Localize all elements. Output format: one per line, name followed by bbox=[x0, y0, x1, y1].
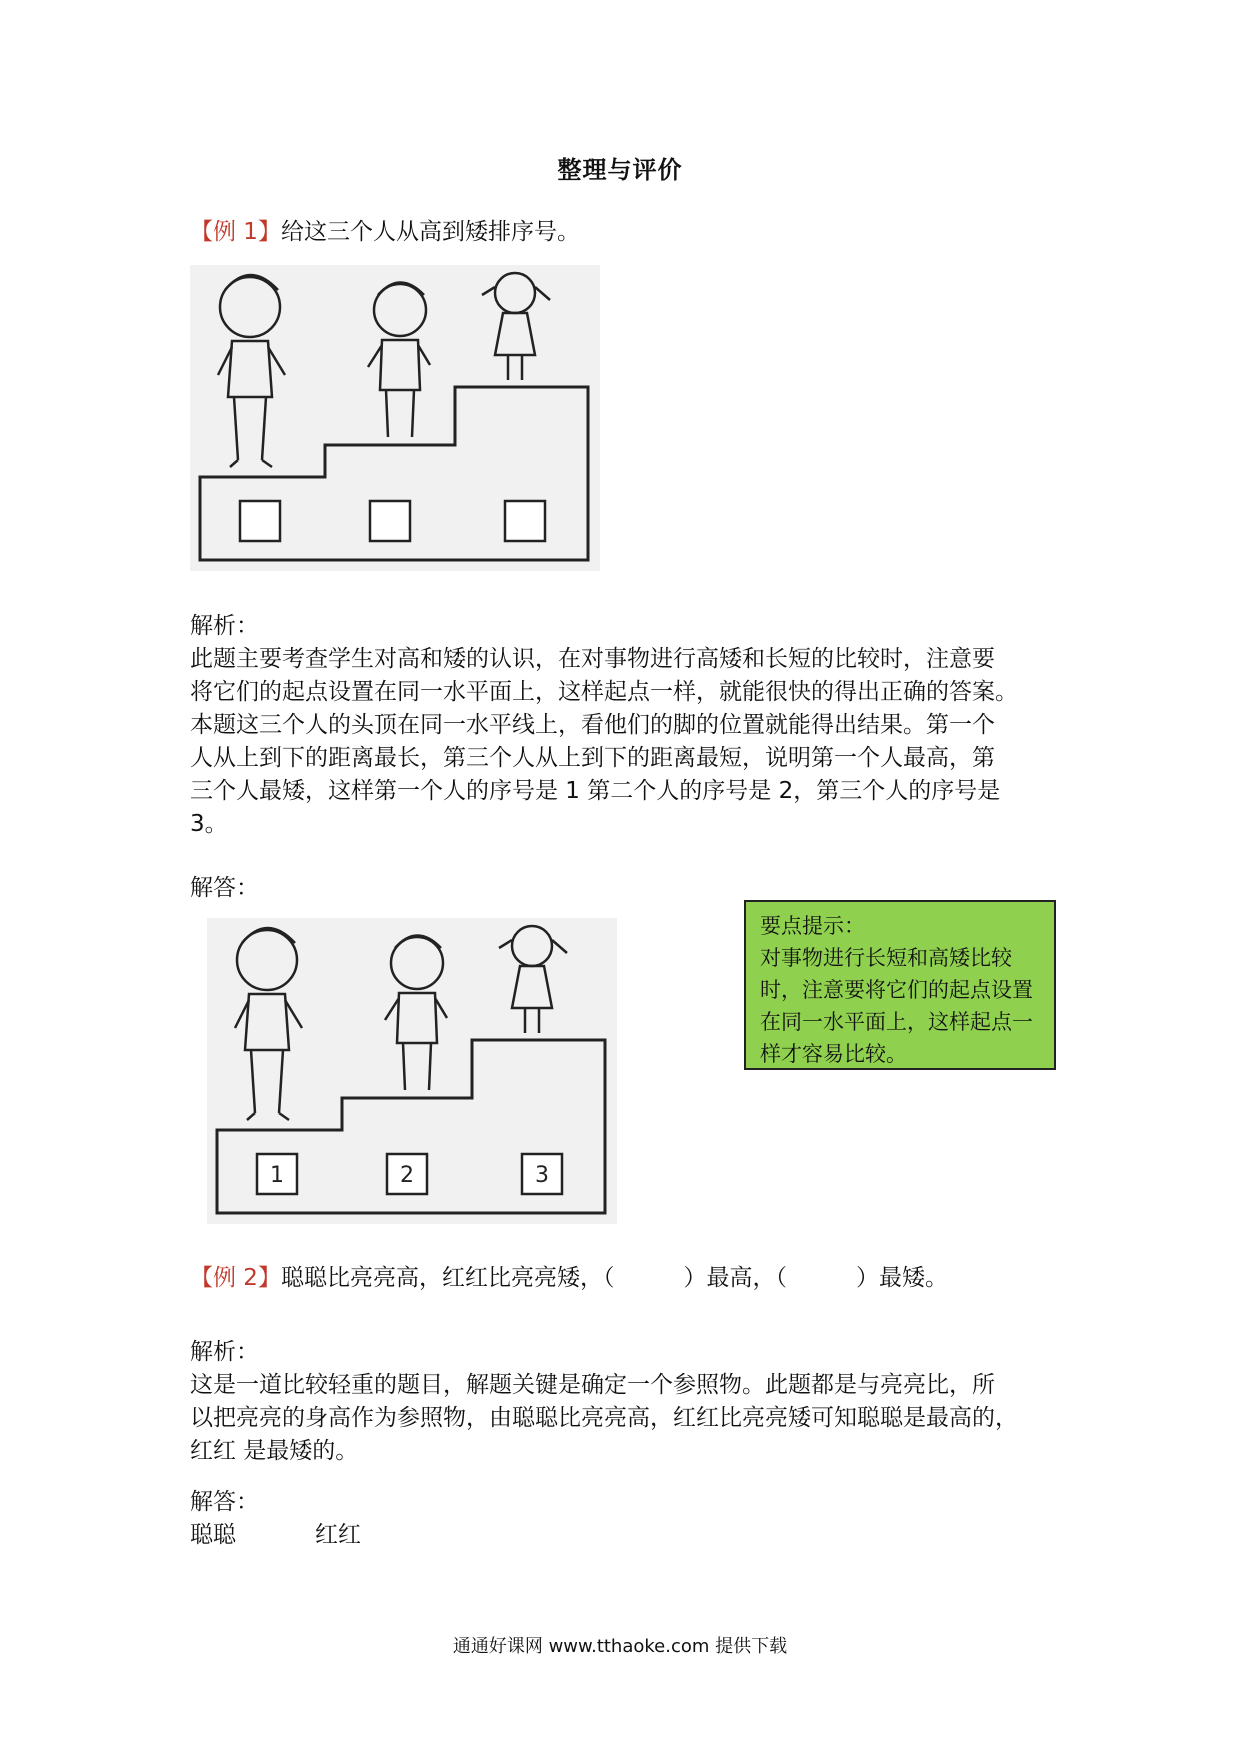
girl-short bbox=[499, 926, 567, 1033]
analysis-line: 红红 是最矮的。 bbox=[190, 1438, 359, 1464]
analysis-line: 以把亮亮的身高作为参照物，由聪聪比亮亮高，红红比亮亮矮可知聪聪是最高的， bbox=[190, 1405, 1018, 1431]
example2-answer-label: 解答： bbox=[190, 1489, 259, 1515]
example1-answer-label: 解答： bbox=[190, 875, 259, 901]
boy-tall bbox=[218, 275, 285, 467]
answer-boxes bbox=[240, 501, 545, 541]
page-footer: 通通好课网 www.tthaoke.com 提供下载 bbox=[452, 1636, 788, 1657]
example2-analysis bbox=[190, 1369, 1060, 1468]
analysis-line: 将它们的起点设置在同一水平面上，这样起点一样，就能很快的得出正确的答案。 bbox=[190, 679, 1018, 705]
example2-question-line bbox=[190, 1262, 948, 1295]
boy-tall bbox=[235, 928, 302, 1120]
example2-analysis-label: 解析： bbox=[190, 1339, 259, 1365]
answer-box-3 bbox=[505, 501, 545, 541]
analysis-line: 此题主要考查学生对高和矮的认识，在对事物进行高矮和长短的比较时，注意要 bbox=[190, 646, 995, 672]
girl-short bbox=[482, 273, 550, 380]
answer-box-1 bbox=[240, 501, 280, 541]
answer-number-3: 3 bbox=[535, 1163, 549, 1188]
example1-answer-figure bbox=[207, 918, 617, 1224]
boy-middle bbox=[385, 936, 447, 1091]
example1-analysis bbox=[190, 643, 1060, 841]
tip-line: 在同一水平面上，这样起点一 bbox=[760, 1010, 1033, 1034]
analysis-line: 3。 bbox=[190, 811, 228, 837]
example2-answer-2: 红红 bbox=[315, 1522, 361, 1548]
example1-tag: 【例 1】 bbox=[190, 219, 281, 245]
tip-line: 样才容易比较。 bbox=[760, 1042, 907, 1066]
analysis-line: 这是一道比较轻重的题目，解题关键是确定一个参照物。此题都是与亮亮比，所 bbox=[190, 1372, 995, 1398]
analysis-line: 人从上到下的距离最长，第三个人从上到下的距离最短，说明第一个人最高，第 bbox=[190, 745, 995, 771]
tip-box bbox=[744, 900, 1056, 1070]
page-title: 整理与评价 bbox=[557, 156, 683, 184]
example2-answer-1: 聪聪 bbox=[190, 1522, 236, 1548]
example1-question-line bbox=[190, 216, 580, 249]
tip-line: 时，注意要将它们的起点设置 bbox=[760, 978, 1033, 1002]
tip-line: 对事物进行长短和高矮比较 bbox=[760, 946, 1012, 970]
example1-question: 给这三个人从高到矮排序号。 bbox=[280, 219, 580, 245]
example2-tag: 【例 2】 bbox=[190, 1265, 281, 1291]
answer-number-2: 2 bbox=[400, 1163, 414, 1188]
example1-figure bbox=[190, 265, 600, 571]
example2-question: 聪聪比亮亮高，红红比亮亮矮，（ ）最高，（ ）最矮。 bbox=[280, 1265, 948, 1291]
boy-middle bbox=[368, 283, 430, 438]
analysis-line: 三个人最矮，这样第一个人的序号是 1 第二个人的序号是 2，第三个人的序号是 bbox=[190, 778, 1001, 804]
example1-analysis-label: 解析： bbox=[190, 613, 259, 639]
analysis-line: 本题这三个人的头顶在同一水平线上，看他们的脚的位置就能得出结果。第一个 bbox=[190, 712, 995, 738]
answer-number-1: 1 bbox=[270, 1163, 284, 1188]
answer-box-2 bbox=[370, 501, 410, 541]
tip-heading: 要点提示： bbox=[760, 914, 865, 938]
